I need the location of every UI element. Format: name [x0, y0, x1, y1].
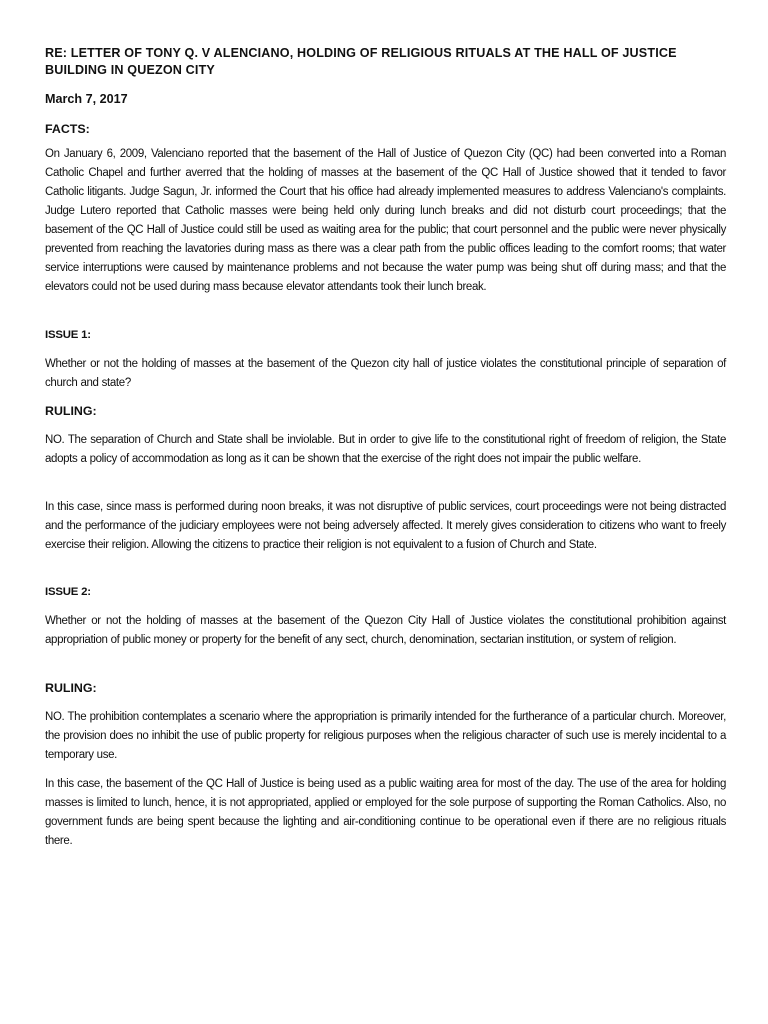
ruling-2-paragraph-1: NO. The prohibition contemplates a scenario where the appropriation is primarily intended for the furtherance of a particular church. Moreover, the provision does no inhibit the use of public property for religious purposes when the religious character of such use is merely incidental to a temporary use. [45, 711, 726, 761]
ruling-1-paragraph-1: NO. The separation of Church and State shall be inviolable. But in order to give life to the constitutional right of freedom of religion, the State adopts a policy of accommodation as long as it can be shown that the exercise of the right does not impair the public welfare. [45, 434, 726, 465]
issue-2-paragraph: Whether or not the holding of masses at the basement of the Quezon City Hall of Justice violates the constitutional prohibition against appropriation of public money or property for the benefit of any sect, church, denomination, sectarian institution, or system of religion. [45, 615, 726, 646]
facts-paragraph: On January 6, 2009, Valenciano reported that the basement of the Hall of Justice of Quezon City (QC) had been converted into a Roman Catholic Chapel and further averred that the holding of masses at the basement of the QC Hall of Justice showed that it tended to favor Catholic litigants. Judge Sagun, Jr. informed the Court that his office had already implemented measures to address Valenciano's complaints. Judge Lutero reported that Catholic masses were being held only during lunch breaks and did not disturb court proceedings; that the basement of the QC Hall of Justice could still be used as waiting area for the public; that court personnel and the public were never physically prevented from reaching the lavatories during mass as there was a clear path from the public offices leading to the comfort rooms; that water service interruptions were caused by maintenance problems and not because the water pump was being shut off during mass; and that the elevators could not be used during mass because elevator attendants took their lunch break. [45, 148, 726, 293]
issue-1-paragraph: Whether or not the holding of masses at the basement of the Quezon city hall of justice violates the constitutional principle of separation of church and state? [45, 358, 726, 389]
document-date: March 7, 2017 [45, 92, 128, 106]
facts-heading: FACTS: [45, 122, 90, 136]
ruling-2-paragraph-2: In this case, the basement of the QC Hall of Justice is being used as a public waiting area for most of the day. The use of the area for holding masses is limited to lunch, hence, it is not appropriated, applied or employed for the sole purpose of supporting the Roman Catholics. Also, no government funds are being spent because the lighting and air-conditioning continue to be operational even if there are no religious rituals there. [45, 778, 726, 847]
issue-1-heading: ISSUE 1: [45, 329, 91, 341]
document-title: RE: LETTER OF TONY Q. V ALENCIANO, HOLDING OF RELIGIOUS RITUALS AT THE HALL OF JUSTICE BUILDING IN QUEZON CITY [45, 46, 677, 77]
issue-2-heading: ISSUE 2: [45, 586, 91, 598]
ruling-2-heading: RULING: [45, 681, 97, 695]
ruling-1-paragraph-2: In this case, since mass is performed during noon breaks, it was not disruptive of public services, court proceedings were not being distracted and the performance of the judiciary employees were not being adversely affected. It merely gives consideration to citizens who want to freely exercise their religion. Allowing the citizens to practice their religion is not equivalent to a fusion of Church and State. [45, 501, 726, 551]
ruling-1-heading: RULING: [45, 404, 97, 418]
